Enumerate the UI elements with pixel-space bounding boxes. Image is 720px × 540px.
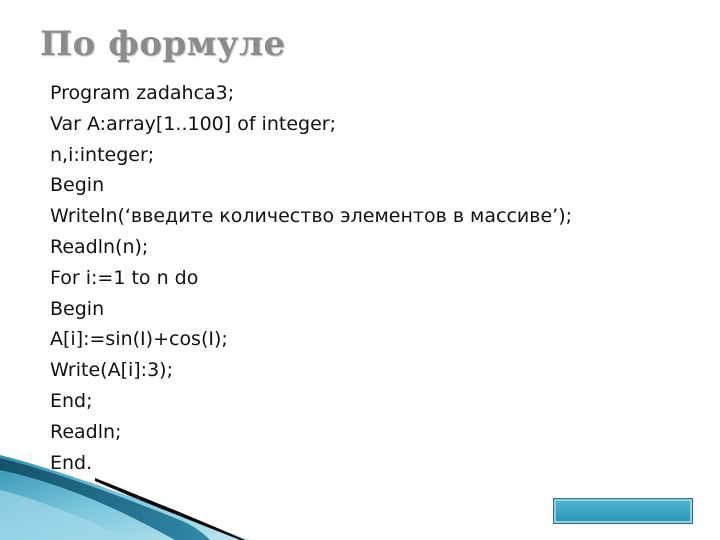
code-line: For i:=1 to n do (50, 266, 199, 289)
code-line: End; (50, 389, 93, 412)
code-line: Program zadahca3; (50, 82, 235, 104)
code-line: Readln; (50, 420, 122, 443)
code-line: Begin (50, 174, 105, 197)
code-line: A[i]:=sin(I)+cos(I); (50, 328, 228, 351)
code-line: Writeln(‘введите количество элементов в массиве’); (50, 205, 573, 228)
slide-title: По формуле (40, 24, 286, 64)
nav-button[interactable] (554, 499, 692, 523)
code-line: Begin (50, 297, 105, 320)
code-line: Write(A[i]:3); (50, 359, 173, 382)
code-line: Var A:array[1..100] of integer; (50, 112, 336, 135)
code-line: End. (50, 451, 93, 474)
code-line: n,i:integer; (50, 143, 155, 166)
code-line: Readln(n); (50, 235, 149, 258)
